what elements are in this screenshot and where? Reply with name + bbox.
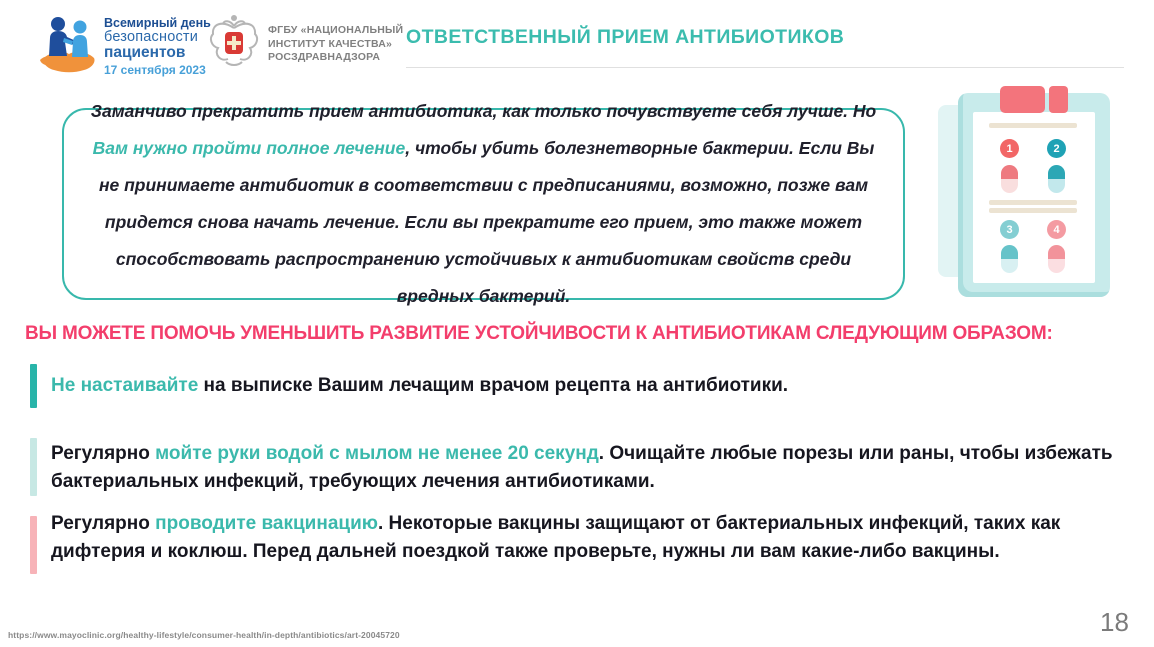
pill-number-2-badge: 2	[1047, 139, 1066, 158]
niq-line3: РОСЗДРАВНАДЗОРА	[268, 51, 381, 64]
niq-line1: ФГБУ «НАЦИОНАЛЬНЫЙ	[268, 24, 404, 36]
double-headed-eagle-emblem-icon	[206, 12, 262, 74]
clipboard-paper	[973, 112, 1095, 283]
bullet-item-1	[30, 364, 1140, 408]
clipboard-clip-small	[1049, 86, 1068, 113]
quote-part1: Заманчиво прекратить прием антибиотика, как только почувствуете себя лучше. Но	[90, 101, 877, 121]
pill-number-3-badge: 3	[1000, 220, 1019, 239]
bullet-item-3	[30, 510, 1140, 574]
bullet-item-2	[30, 438, 1140, 496]
bullet-text: Не настаивайте на выписке Вашим лечащим врачом рецепта на антибиотики.	[51, 375, 789, 396]
patient-safety-day-logo-icon	[36, 12, 102, 74]
bullet-bar	[30, 516, 37, 574]
source-url: https://www.mayoclinic.org/healthy-lifestyle/consumer-health/in-depth/antibiotics/art-20045720	[8, 630, 400, 640]
capsule-icon	[1001, 245, 1018, 273]
section-heading: ВЫ МОЖЕТЕ ПОМОЧЬ УМЕНЬШИТЬ РАЗВИТИЕ УСТОЙЧИВОСТИ К АНТИБИОТИКАМ СЛЕДУЮЩИМ ОБРАЗОМ:	[25, 323, 1053, 344]
paper-line	[989, 200, 1077, 205]
bullet-bar	[30, 364, 37, 408]
bullet-highlight: мойте руки водой с мылом не менее 20 секунд	[155, 443, 599, 464]
paper-line	[989, 208, 1077, 213]
paper-line	[989, 123, 1077, 128]
wpsd-line2: безопасности	[104, 29, 199, 46]
pill-number-4-badge: 4	[1047, 220, 1066, 239]
bullet-highlight: проводите вакцинацию	[155, 513, 378, 534]
quote-part2: , чтобы убить болезнетворные бактерии. Если Вы не принимаете антибиотик в соответствии с предписаниями, возможно, позже вам придется снова начать лечение. Если вы прекратите его прием, это также может способствовать распространению устойчивых к антибиотикам свойств среди вредных бактерий.	[98, 138, 875, 306]
clipboard-clip	[1000, 86, 1045, 113]
capsule-icon	[1048, 165, 1065, 193]
bullet-highlight: Не настаивайте	[51, 375, 199, 396]
bullet-bar	[30, 438, 37, 496]
page-title: ОТВЕТСТВЕННЫЙ ПРИЕМ АНТИБИОТИКОВ	[406, 26, 845, 48]
bullet-text: Регулярно проводите вакцинацию. Некоторые вакцины защищают от бактериальных инфекций, таких как дифтерия и коклюш. Перед дальней поездкой также проверьте, нужны ли вам какие-либо вакцины.	[51, 513, 1061, 562]
quote-box	[62, 101, 905, 306]
capsule-icon	[1048, 245, 1065, 273]
niq-line2: ИНСТИТУТ КАЧЕСТВА»	[268, 37, 393, 50]
quote-highlight: Вам нужно пройти полное лечение	[92, 138, 406, 158]
patient-safety-day-logo-text	[104, 17, 211, 76]
title-divider	[406, 67, 1124, 68]
quote-text	[88, 93, 879, 315]
bullet-text: Регулярно мойте руки водой с мылом не менее 20 секунд. Очищайте любые порезы или раны, чтобы избежать бактериальных инфекций, требующих лечения антибиотиками.	[51, 443, 1113, 492]
wpsd-date: 17 сентября 2023	[104, 62, 206, 77]
pill-schedule-clipboard-icon	[930, 75, 1154, 315]
page-number: 18	[1100, 607, 1129, 637]
pill-number-1-badge: 1	[1000, 139, 1019, 158]
niq-logo-text	[268, 24, 403, 65]
capsule-icon	[1001, 165, 1018, 193]
wpsd-line1: Всемирный день	[104, 16, 211, 30]
wpsd-line3: пациентов	[104, 44, 186, 62]
